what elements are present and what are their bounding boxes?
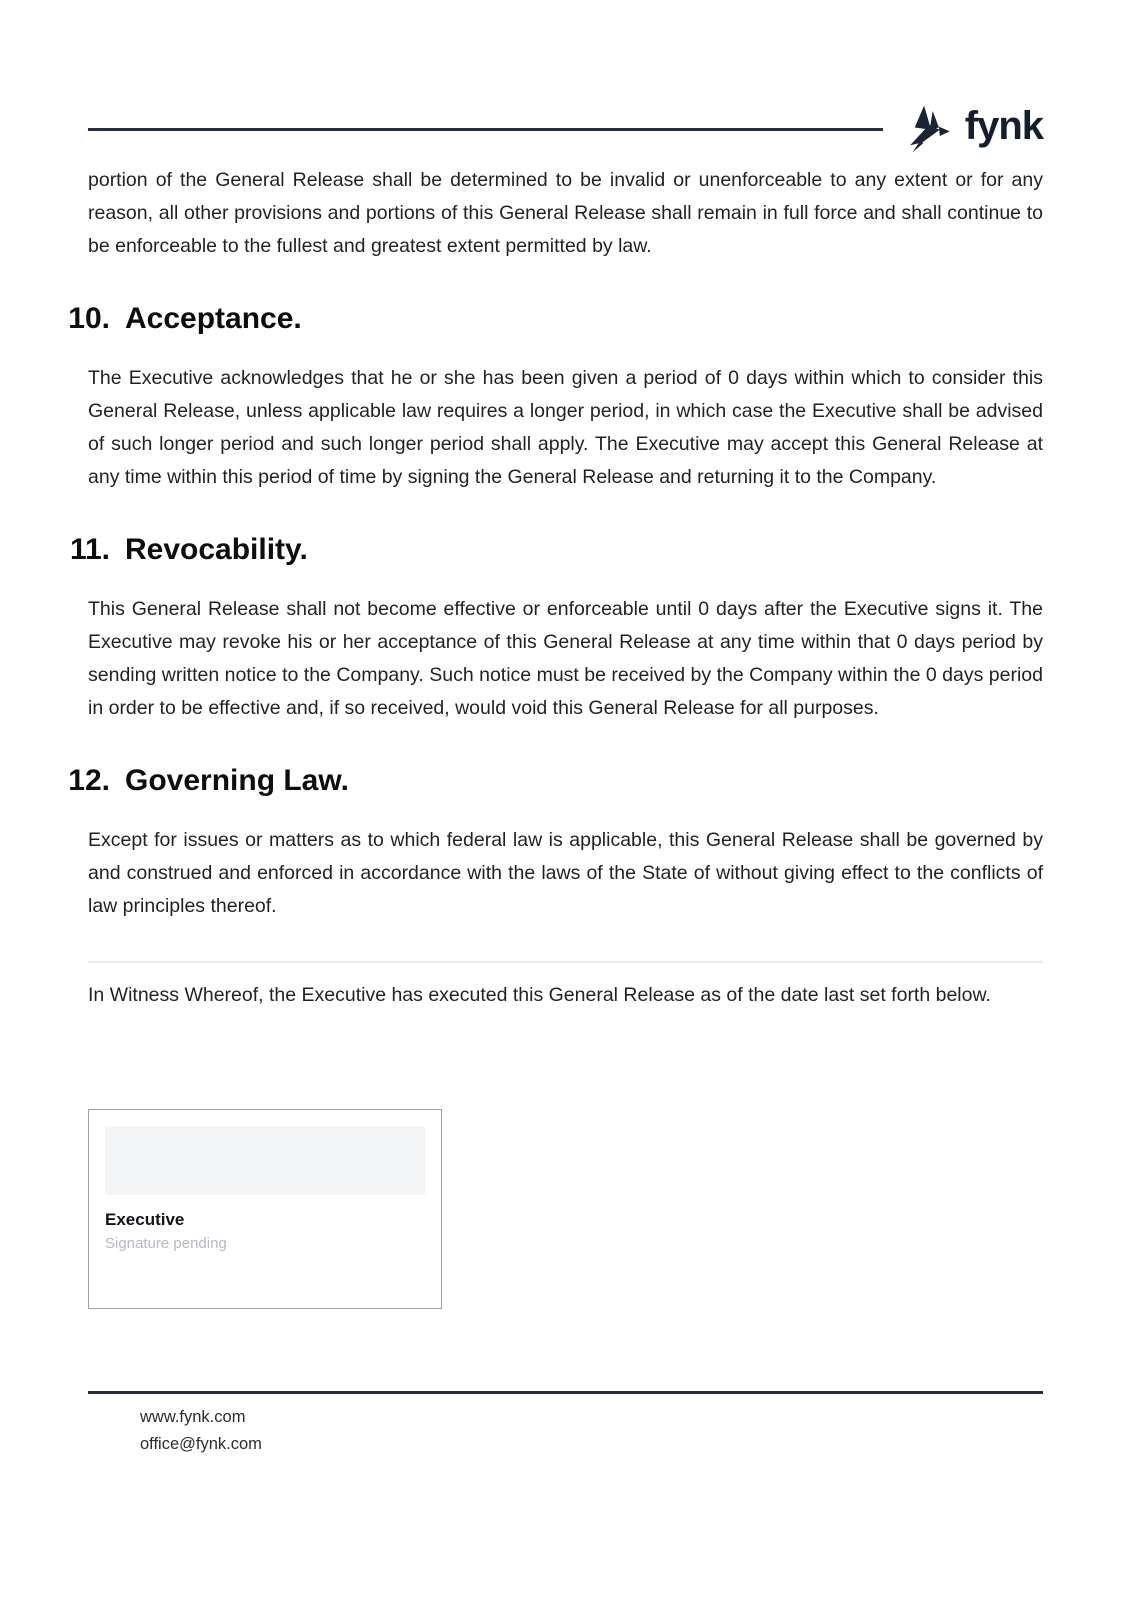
- section-divider: [88, 961, 1043, 963]
- section-body-governing-law: Except for issues or matters as to which federal law is applicable, this General Release shall be governed by and construed and enforced in accordance with the laws of the State of without giving effect to the conflicts of law principles thereof.: [88, 829, 1043, 917]
- section-body-revocability: This General Release shall not become effective or enforceable until 0 days after the Executive signs it. The Executive may revoke his or her acceptance of this General Release at any time within that 0 days period by sending written notice to the Company. Such notice must be received by the Company within the 0 days period in order to be effective and, if so received, would void this General Release for all purposes.: [88, 598, 1043, 719]
- section-revocability: [69, 531, 1043, 725]
- footer-website: www.fynk.com: [140, 1408, 246, 1426]
- section-governing-law: [68, 762, 1043, 923]
- intro-paragraph: portion of the General Release shall be determined to be invalid or unenforceable to any extent or for any reason, all other provisions and portions of this General Release shall remain in full force and shall continue to be enforceable to the fullest and greatest extent permitted by law.: [88, 169, 1043, 257]
- section-number: 11.: [69, 533, 110, 566]
- page-header: [88, 0, 1043, 158]
- signature-placeholder-field[interactable]: [105, 1126, 425, 1195]
- footer-rule: [88, 1391, 1043, 1394]
- brand-wordmark: fynk: [964, 104, 1043, 148]
- header-rule: [88, 128, 883, 131]
- page-footer: [140, 1404, 1043, 1458]
- section-body-acceptance: The Executive acknowledges that he or she has been given a period of 0 days within which to consider this General Release, unless applicable law requires a longer period, in which case the Executive shall be advised of such longer period and such longer period shall apply. The Executive may accept this General Release at any time within this period of time by signing the General Release and returning it to the Company.: [88, 367, 1043, 488]
- section-number: 12.: [68, 764, 110, 797]
- section-title: Governing Law.: [125, 764, 349, 797]
- section-acceptance: [68, 300, 1043, 494]
- signature-box[interactable]: [88, 1109, 442, 1309]
- section-heading-acceptance: [66, 300, 1043, 338]
- section-heading-governing-law: [66, 762, 1043, 800]
- section-title: Acceptance.: [125, 302, 302, 335]
- origami-bird-icon: [903, 101, 953, 157]
- signature-role-label: Executive: [105, 1210, 185, 1229]
- brand-logo: [903, 101, 1043, 157]
- footer-email: office@fynk.com: [140, 1435, 262, 1453]
- signature-status: Signature pending: [105, 1235, 227, 1252]
- section-heading-revocability: [66, 531, 1043, 569]
- witness-paragraph: In Witness Whereof, the Executive has executed this General Release as of the date last set forth below.: [88, 984, 991, 1006]
- section-title: Revocability.: [125, 533, 308, 566]
- section-number: 10.: [68, 302, 110, 335]
